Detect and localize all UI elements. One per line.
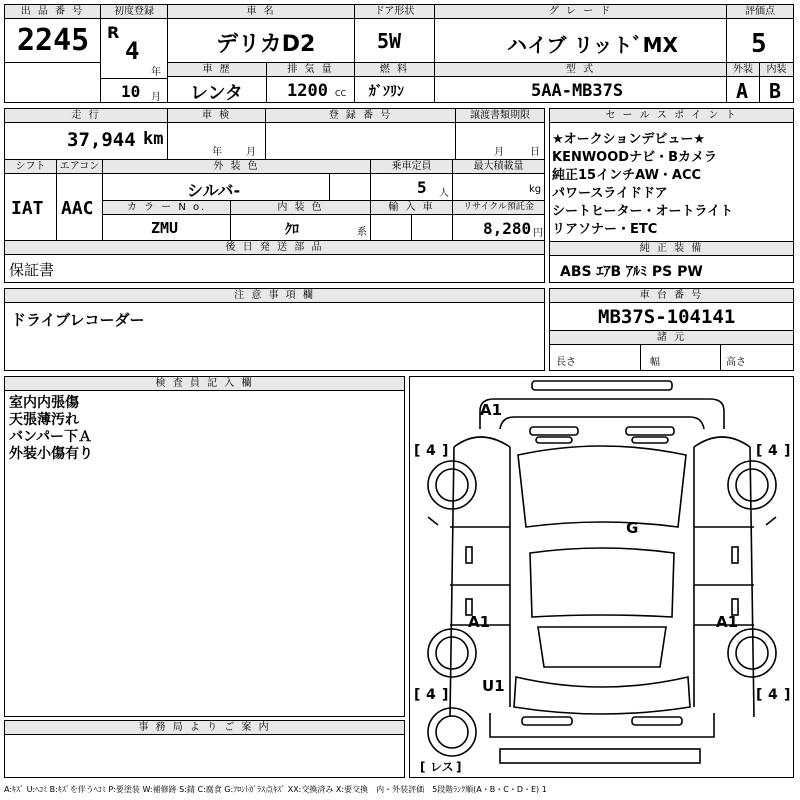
chassis-label: 車 台 番 号 xyxy=(550,289,793,303)
shift-value: IAT xyxy=(11,198,44,219)
vehicle-info-block xyxy=(4,108,545,283)
mileage-cell xyxy=(5,109,168,159)
sales-point-line: KENWOODナビ・Bカメラ xyxy=(552,150,717,165)
inspection-cell xyxy=(168,109,266,159)
car-diagram-block xyxy=(409,376,794,778)
tire-rl-value: 4 xyxy=(426,687,436,703)
import-cell xyxy=(371,201,453,240)
grade-value: ハイブ リットﾞMX xyxy=(507,33,678,57)
door-value: 5W xyxy=(377,29,402,53)
interior-grade-cell xyxy=(760,63,793,102)
aircon-cell xyxy=(57,160,103,240)
aircon-label: エアコン xyxy=(57,160,102,174)
door-cell xyxy=(355,5,435,63)
tire-fl-value: 4 xyxy=(426,443,436,459)
notes-block xyxy=(4,288,545,371)
interior-grade-label: 内装 xyxy=(760,63,793,77)
import-label: 輸 入 車 xyxy=(371,201,452,215)
inspection-year-unit: 年 xyxy=(212,147,222,158)
displacement-cell xyxy=(267,63,355,102)
inspection-month-unit: 月 xyxy=(246,147,256,158)
svg-text:[: [ xyxy=(414,687,421,703)
specs-length: 長さ xyxy=(556,357,576,368)
later-parts-label: 後 日 発 送 部 品 xyxy=(5,241,544,255)
sales-point-line: ★オークションデビュー★ xyxy=(552,132,706,147)
inspection-label: 車 検 xyxy=(168,109,265,123)
max-load-unit: kg xyxy=(529,184,542,195)
car-name-cell xyxy=(168,5,355,63)
sales-point-line: リアソナー・ETC xyxy=(552,222,658,237)
sales-point-line: 純正15インチAW・ACC xyxy=(552,168,702,183)
mileage-label: 走 行 xyxy=(5,109,167,123)
score-cell xyxy=(727,5,793,63)
later-parts-cell xyxy=(5,241,544,282)
max-load-cell xyxy=(453,160,544,200)
svg-text:]: ] xyxy=(784,443,791,459)
reg-number-cell xyxy=(266,109,456,159)
capacity-unit: 人 xyxy=(439,188,449,199)
recycle-unit: 円 xyxy=(533,228,543,239)
max-load-label: 最大積載量 xyxy=(453,160,544,174)
grade-label: グ レ ー ド xyxy=(435,5,726,19)
history-label: 車 歴 xyxy=(168,63,266,77)
ext-color-value: シルバ- xyxy=(187,181,241,200)
exterior-grade-label: 外装 xyxy=(727,63,759,77)
tire-fl: [ xyxy=(414,443,421,459)
sales-points-label: セ ー ル ス ポ イ ン ト xyxy=(550,109,793,123)
inspector-label: 検 査 員 記 入 欄 xyxy=(5,377,404,391)
mark-body: G xyxy=(626,519,639,537)
first-reg-cell xyxy=(101,5,168,102)
int-color-label: 内 装 色 xyxy=(231,201,370,215)
inspector-line: 天張薄汚れ xyxy=(9,412,79,428)
displacement-value: 1200 xyxy=(287,81,328,101)
notes-label: 注 意 事 項 欄 xyxy=(5,289,544,303)
shift-label: シフト xyxy=(5,160,56,174)
first-reg-year-unit: 年 xyxy=(151,67,161,78)
office-block xyxy=(4,720,405,778)
sales-point-line: パワースライドドア xyxy=(552,186,668,201)
inspector-line: バンパー下Ａ xyxy=(9,429,93,445)
recycle-value: 8,280 xyxy=(483,219,532,238)
exterior-grade-value: A xyxy=(736,79,749,103)
transfer-deadline-label: 譲渡書類期限 xyxy=(456,109,544,123)
office-label: 事 務 局 よ り ご 案 内 xyxy=(5,721,404,735)
notes-value: ドライブレコーダー xyxy=(11,311,145,329)
displacement-label: 排 気 量 xyxy=(267,63,354,77)
later-parts-value: 保証書 xyxy=(9,261,55,279)
sales-points-list xyxy=(552,131,792,239)
legend: A:ｷｽﾞ U:ﾍｺﾐ B:ｷｽﾞを伴うﾍｺﾐ P:要塗装 W:補修跡 S:錆 C:腐食 G:ﾌﾛﾝﾄｶﾞﾗｽ点ｷｽﾞ XX:交換済み X:要交換 内・外装評価 5段階ﾗﾝｸ順(A・B・C・D・E) 1 xyxy=(4,785,547,794)
int-color-unit: 系 xyxy=(357,227,367,238)
car-name-label: 車 名 xyxy=(168,5,354,19)
recycle-cell xyxy=(453,201,544,240)
grade-cell xyxy=(435,5,727,63)
mark-rear-left: A1 xyxy=(468,613,491,631)
svg-text:]: ] xyxy=(442,687,449,703)
int-color-value: ｸﾛ xyxy=(285,222,299,238)
color-no-label: カ ラ ー N o. xyxy=(103,201,230,215)
inspector-line: 外装小傷有り xyxy=(9,446,93,462)
transfer-deadline-day-unit: 日 xyxy=(530,147,540,158)
fuel-cell xyxy=(355,63,435,102)
specs-width: 幅 xyxy=(650,357,660,368)
displacement-unit: CC xyxy=(335,89,347,98)
capacity-cell xyxy=(371,160,453,200)
mark-rear-right: A1 xyxy=(716,613,739,631)
transfer-deadline-month-unit: 月 xyxy=(494,147,504,158)
lot-label: 出 品 番 号 xyxy=(5,5,100,19)
ext-color-cell xyxy=(103,160,371,200)
specs-height: 高さ xyxy=(726,357,746,368)
sales-point-line: シートヒーター・オートライト xyxy=(552,204,734,219)
tire-fr-value: 4 xyxy=(768,443,778,459)
model-label: 型 式 xyxy=(435,63,726,77)
equipment-value: ABS ｴｱB ｱﾙﾐ PS PW xyxy=(560,264,703,280)
inspector-line: 室内内張傷 xyxy=(9,395,79,411)
door-label: ドア形状 xyxy=(355,5,434,19)
int-color-cell xyxy=(231,201,371,240)
score-label: 評価点 xyxy=(727,5,793,19)
first-reg-month: 10 xyxy=(121,82,141,101)
tire-rr-value: 4 xyxy=(768,687,778,703)
color-no-value: ZMU xyxy=(151,219,179,237)
history-value: レンタ xyxy=(190,83,243,104)
lot-number: 2245 xyxy=(17,23,90,58)
svg-text:[: [ xyxy=(756,687,763,703)
transfer-deadline-cell xyxy=(456,109,544,159)
mark-back: U1 xyxy=(482,677,505,695)
recycle-label: リサイクル預託金 xyxy=(453,201,544,215)
first-reg-label: 初度登録 xyxy=(101,5,167,19)
header-block xyxy=(4,4,794,103)
inspector-list xyxy=(9,395,93,463)
mileage-unit: km xyxy=(143,129,164,149)
mark-front: A1 xyxy=(480,401,503,419)
fuel-value: ｶﾞｿﾘﾝ xyxy=(369,84,404,100)
mileage-value: 37,944 xyxy=(67,129,136,151)
model-cell xyxy=(435,63,727,102)
chassis-block xyxy=(549,288,794,371)
model-value: 5AA-MB37S xyxy=(531,81,624,101)
chassis-value: MB37S-104141 xyxy=(598,306,736,328)
aircon-value: AAC xyxy=(61,198,94,219)
svg-text:]: ] xyxy=(784,687,791,703)
capacity-value: 5 xyxy=(417,178,427,197)
first-reg-year: 4 xyxy=(125,37,140,65)
spare-value: レス xyxy=(430,760,454,774)
exterior-grade-cell xyxy=(727,63,760,102)
ext-color-label: 外 装 色 xyxy=(103,160,370,174)
car-diagram xyxy=(410,377,793,777)
sales-points-block xyxy=(549,108,794,283)
svg-text:]: ] xyxy=(442,443,449,459)
shift-cell xyxy=(5,160,57,240)
first-reg-month-unit: 月 xyxy=(151,92,161,103)
lot-cell xyxy=(5,5,101,102)
svg-text:]: ] xyxy=(456,760,462,774)
interior-grade-value: B xyxy=(769,79,782,103)
first-reg-era: R xyxy=(107,23,120,42)
reg-number-label: 登 録 番 号 xyxy=(266,109,455,123)
inspector-block xyxy=(4,376,405,717)
fuel-label: 燃 料 xyxy=(355,63,434,77)
color-no-cell xyxy=(103,201,231,240)
capacity-label: 乗車定員 xyxy=(371,160,452,174)
history-cell xyxy=(168,63,267,102)
equipment-label: 純 正 装 備 xyxy=(550,242,793,256)
svg-text:[: [ xyxy=(420,760,426,774)
score-value: 5 xyxy=(751,29,767,59)
specs-label: 諸 元 xyxy=(550,331,793,345)
svg-text:[: [ xyxy=(756,443,763,459)
car-name-value: デリカD2 xyxy=(216,32,316,57)
